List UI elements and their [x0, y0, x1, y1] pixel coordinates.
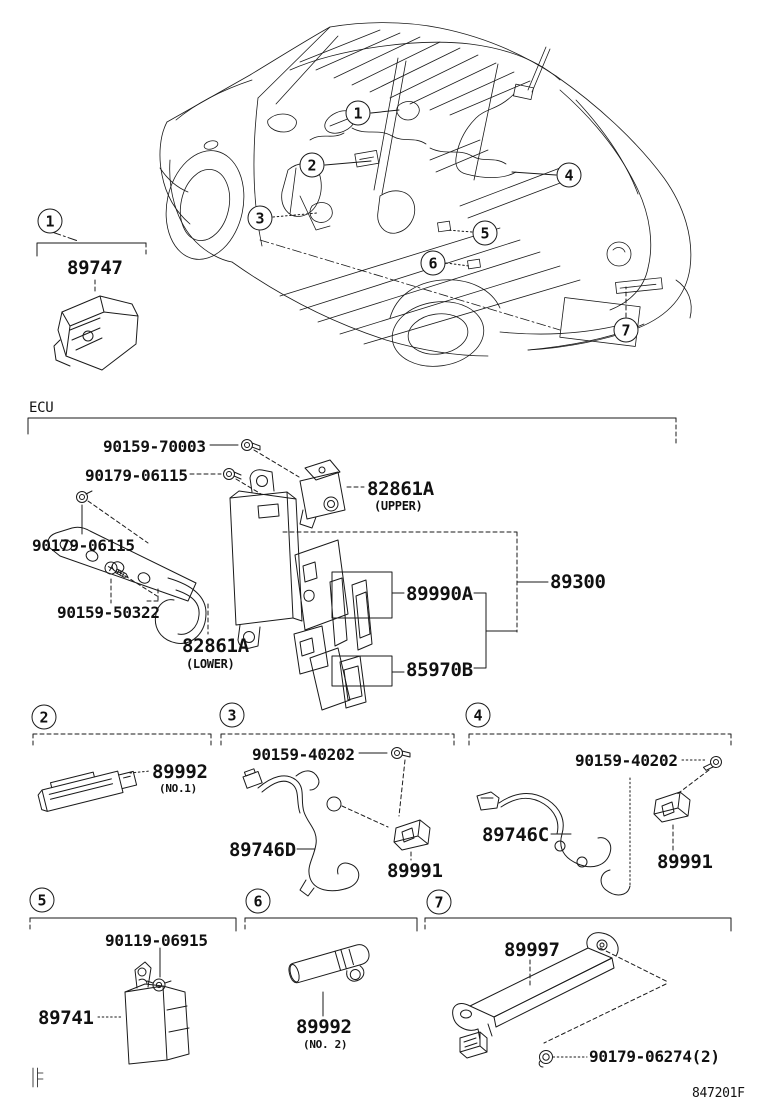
part-label-89991-s3: 89991: [387, 860, 443, 882]
junction-89990A-sketch: [295, 540, 404, 650]
section1-callout: 1: [38, 209, 63, 234]
part-label-90119-06915: 90119-06915: [105, 931, 208, 950]
ecu-artwork: [28, 418, 676, 710]
part-label-82861A-upper: 82861A: [367, 478, 434, 500]
note-no1: (NO.1): [159, 782, 197, 795]
antenna-89992-no1-sketch: [36, 763, 138, 813]
ecu-title: ECU: [29, 400, 54, 416]
module-89991-s4-sketch: [654, 792, 690, 822]
part-label-89741: 89741: [38, 1007, 94, 1029]
section6-callout: 6: [246, 889, 271, 914]
antenna-89992-no2-sketch: [287, 942, 375, 998]
part-label-90159-50322: 90159-50322: [57, 603, 160, 622]
receiver-89741-sketch: [125, 962, 189, 1064]
part-label-90159-70003: 90159-70003: [103, 437, 206, 456]
part-label-89991-s4: 89991: [657, 851, 713, 873]
car-callout-leaders: [273, 110, 626, 317]
part-label-89747: 89747: [67, 257, 123, 279]
item1-artwork: [37, 232, 146, 370]
part-label-89746D: 89746D: [229, 839, 296, 861]
part-label-89746C: 89746C: [482, 824, 549, 846]
note-no2: (NO. 2): [303, 1038, 348, 1051]
car-callout-5: 5: [473, 221, 498, 246]
part-label-90159-40202-s4: 90159-40202: [575, 751, 678, 770]
section2-artwork: [36, 763, 150, 813]
part-label-85970B: 85970B: [406, 659, 473, 681]
part-89747-sketch: [54, 296, 138, 370]
car-callout-7: 7: [614, 318, 639, 343]
part-label-90179-06274: 90179-06274(2): [589, 1047, 720, 1066]
part-label-89992-no2: 89992: [296, 1016, 352, 1038]
part-label-90179-06115-upper: 90179-06115: [85, 466, 188, 485]
part-label-89992-no1: 89992: [152, 761, 208, 783]
car-callout-1: 1: [346, 101, 371, 126]
corner-mark: [33, 1068, 43, 1087]
diagram-code: 847201F: [692, 1086, 745, 1101]
part-label-82861A-lower: 82861A: [182, 635, 249, 657]
section4-callout: 4: [466, 703, 491, 728]
car-callout-4: 4: [557, 163, 582, 188]
section3-callout: 3: [220, 703, 245, 728]
part-label-90179-06115-left: 90179-06115: [32, 536, 135, 555]
car-callout-6: 6: [421, 251, 446, 276]
car-callout-3: 3: [248, 206, 273, 231]
note-lower: (LOWER): [186, 657, 235, 671]
section5-callout: 5: [30, 888, 55, 913]
bracket-upper-sketch: [300, 460, 345, 528]
part-label-89997: 89997: [504, 939, 560, 961]
section6-artwork: [287, 942, 375, 1016]
part-label-89990A: 89990A: [406, 583, 473, 605]
module-89991-s3-sketch: [394, 820, 430, 850]
part-label-89300: 89300: [550, 571, 606, 593]
car-illustration: [156, 23, 691, 372]
cover-85970B-sketch: [294, 626, 404, 710]
harness-89746D-sketch: [242, 768, 359, 896]
part-label-90159-40202-s3: 90159-40202: [252, 745, 355, 764]
section5-artwork: [98, 948, 189, 1064]
note-upper: (UPPER): [374, 499, 423, 513]
section2-callout: 2: [32, 705, 57, 730]
ecu-box-sketch: [230, 470, 302, 648]
section7-callout: 7: [427, 890, 452, 915]
car-callout-2: 2: [300, 153, 325, 178]
